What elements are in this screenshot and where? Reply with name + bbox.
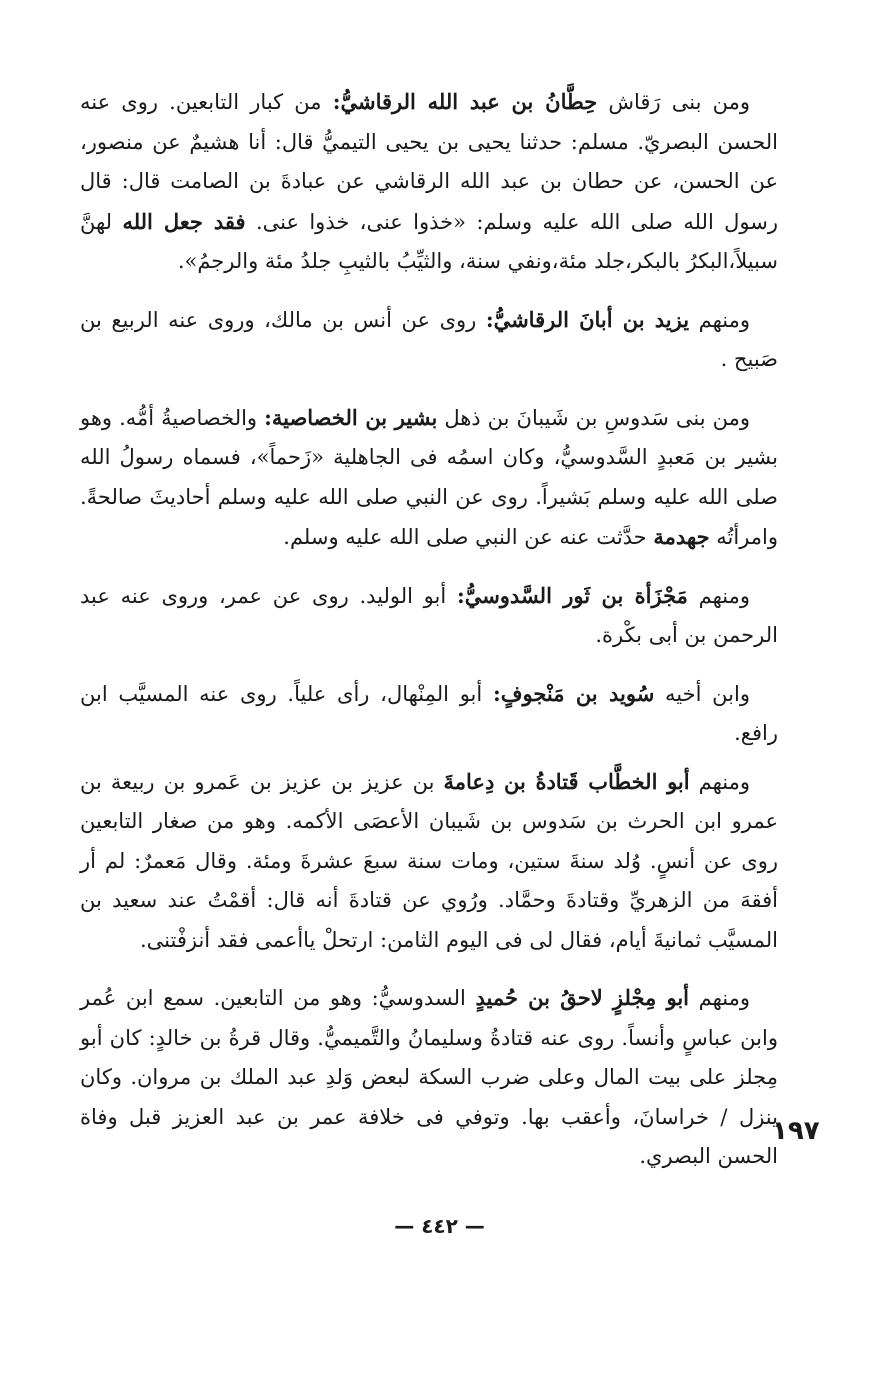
entry-text: السدوسيُّ: وهو من التابعين. سمع ابن عُمر وابن عباسٍ وأنساً. روى عنه قتادةُ وسليمانُ والتَّميميُّ. وقال قرةُ بن خالدٍ: كان أبو مِجلز على بيت المال وعلى ضرب السكة لبعض وَلدِ عبد الملك بن مروان. وكان ينزل / خراسانَ، وأعقب بها. وتوفي فى خلافة عمر بن عبد العزيز قبل وفاة الحسن البصري.: [80, 986, 778, 1168]
entry-text: أبو المِنْهال، رأى علياً. روى عنه المسيَّب ابن رافع.: [80, 681, 778, 745]
entry-intro: ومنهم: [698, 583, 750, 608]
entry-majzaa: [80, 576, 778, 656]
entry-qatada: [80, 762, 778, 961]
entry-intro: وابن أخيه: [665, 681, 750, 706]
entry-abu-mijlaz: [80, 978, 778, 1177]
entry-text-continued: حدَّثت عنه عن النبي صلى الله عليه وسلم.: [283, 525, 647, 549]
entry-text: أبو الوليد. روى عن عمر، وروى عنه عبد الرحمن بن أبى بكْرة.: [80, 583, 778, 647]
entry-text: والخصاصيةُ أمُّه. وهو بشير بن مَعبدٍ السَّدوسيُّ، وكان اسمُه فى الجاهلية «زَحماً»، فسماه رسولُ الله صلى الله عليه وسلم بَشيراً. روى عن النبي صلى الله عليه وسلم أحاديثَ صالحةً. وامرأتُه: [80, 405, 778, 549]
entry-bashir: [80, 398, 778, 558]
entry-intro: ومنهم: [698, 986, 750, 1010]
entry-text-continued: لهنَّ سبيلاً،البكرُ بالبكر،جلد مئة،ونفي سنة، والثيِّبُ بالثيبِ جلدُ مئة والرجمُ».: [80, 209, 778, 273]
entry-intro: ومن بنى سَدوسِ بن شَيبانَ بن ذهل: [444, 405, 750, 430]
entry-intro: ومنهم: [698, 769, 751, 794]
margin-page-reference: ١٩٧: [772, 1116, 820, 1146]
entry-name: بشير بن الخصاصية:: [264, 404, 438, 430]
page-number: — ٤٤٢ —: [394, 1214, 485, 1238]
entry-name-secondary: فقد جعل الله: [122, 208, 246, 234]
entry-name: حِطَّانُ بن عبد الله الرقاشيُّ:: [332, 89, 598, 114]
entry-name: يزيد بن أبانَ الرقاشيُّ:: [485, 306, 690, 332]
text-column: [80, 82, 778, 1177]
entry-hittan: [80, 82, 778, 282]
entry-suwayd: [80, 674, 778, 754]
entry-text: بن عزيز بن عزيز بن عَمرو بن ربيعة بن عمرو ابن الحرث بن سَدوس بن شَيبان الأعصَى الأكمه. وهو من صغار التابعين روى عن أنسٍ. وُلد سنةَ ستين، ومات سنة سبعَ عشرةَ ومئة. وقال مَعمرٌ: لم أر أفقهَ من الزهريِّ وقتادةَ وحمَّاد. ورُوي عن قتادةَ أنه قال: أقمْتُ عند سعيد بن المسيَّب ثمانيةَ أيام، فقال لى فى اليوم الثامن: ارتحلْ ياأعمى فقد أنزفْتنى.: [80, 769, 778, 952]
entry-name: أبو الخطَّاب قَتادةُ بن دِعامةَ: [443, 768, 690, 794]
entry-yazid: [80, 300, 778, 380]
entry-name-secondary: جهدمة: [653, 524, 710, 549]
entry-text: من كبار التابعين. روى عنه الحسن البصريّ. مسلم: حدثنا يحيى بن يحيى التيميُّ قال: أنا هشيمٌ عن منصور، عن الحسن، عن حطان بن عبد الله الرقاشي عن عبادةَ بن الصامت قال: قال رسول الله صلى الله عليه وسلم: «خذوا عنى، خذوا عنى.: [80, 90, 778, 234]
entry-name: أبو مِجْلزٍ لاحقُ بن حُميدٍ: [475, 985, 690, 1010]
entry-text: روى عن أنس بن مالك، وروى عنه الربيع بن صَبيح .: [80, 307, 778, 371]
entry-name: مَجْزَأة بن ثَور السَّدوسيُّ:: [456, 582, 688, 608]
entry-intro: ومنهم: [698, 307, 750, 332]
entry-intro: ومن بنى رَقاش: [608, 90, 750, 114]
entry-name: سُويد بن مَنْجوفٍ:: [492, 680, 655, 706]
